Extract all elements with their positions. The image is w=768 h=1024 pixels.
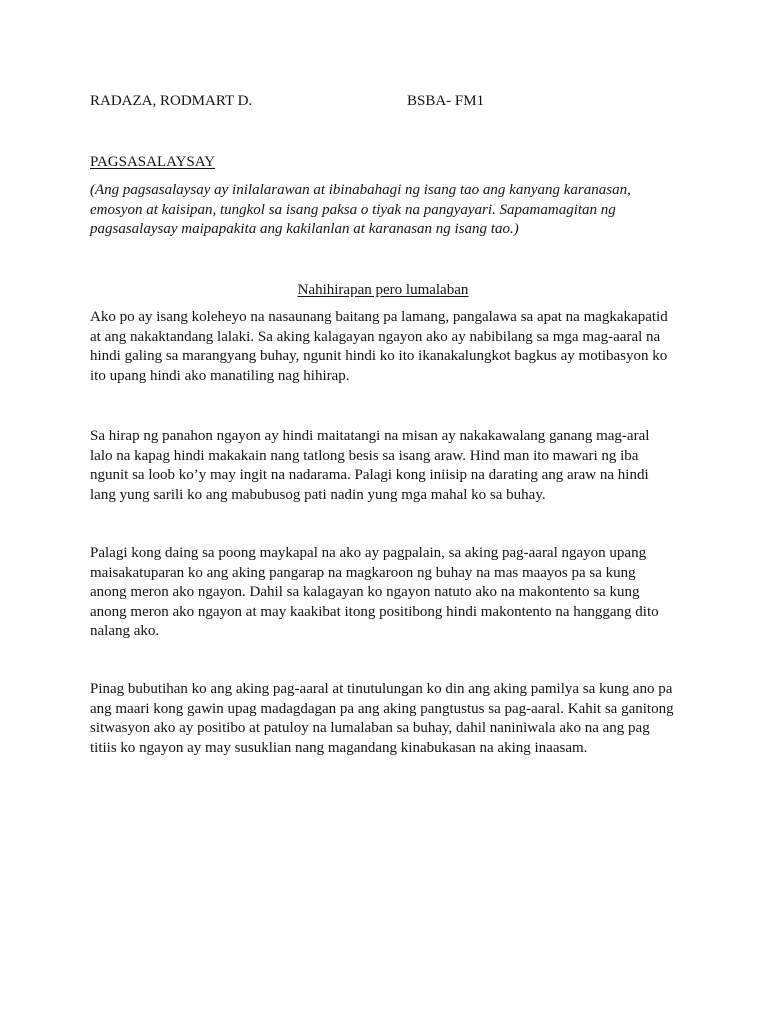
essay-paragraph-2 <box>90 427 690 505</box>
definition-line: pagsasalaysay maipapakita ang kakilanlan at karanasan ng isang tao.) <box>90 221 519 237</box>
paragraph-line: at ang nakaktandang lalaki. Sa aking kalagayan ngayon ako ay nabibilang sa mga mag-aaral na <box>90 328 661 345</box>
paragraph-line: Ako po ay isang koleheyo na nasaunang baitang pa lamang, pangalawa sa apat na magkakapatid <box>90 309 668 325</box>
paragraph-line: hindi galing sa marangyang buhay, ngunit hindi ko ito ikanakalungkot bagkus ay motibasyon ko <box>90 348 668 364</box>
paragraph-line: Sa hirap ng panahon ngayon ay hindi maitatangi na misan ay nakakawalang ganang mag-aral <box>90 428 650 444</box>
paragraph-line: lalo na kapag hindi makakain nang tatlong besis sa isang araw. Hind man ito mawari ng iba <box>90 447 639 464</box>
student-name: RADAZA, RODMART D. <box>90 93 253 109</box>
paragraph-line: anong meron ako ngayon at may kaakibat itong positibong hindi makontento na hanggang dito <box>90 603 659 620</box>
paragraph-line: Palagi kong daing sa poong maykapal na ako ay pagpalain, sa aking pag-aaral ngayon upang <box>90 545 647 561</box>
essay-title <box>0 281 768 300</box>
paragraph-line: titiis ko ngayon ay may susuklian nang magandang kinabukasan na aking inaasam. <box>90 739 588 756</box>
paragraph-line: ngunit sa loob ko’y may ingit na nadarama. Palagi kong iniisip na darating ang araw na hindi <box>90 467 649 483</box>
definition-paragraph <box>90 181 690 240</box>
essay-title-text: Nahihirapan pero lumalaban <box>297 282 469 298</box>
course-section: BSBA- FM1 <box>407 93 485 109</box>
paragraph-line: sitwasyon ako ay positibo at patuloy na lumalaban sa buhay, dahil naniniwala ako na ang pag <box>90 720 650 736</box>
paragraph-line: ang maari kong gawin upag madagdagan pa ang aking pangtustus sa pag-aaral. Kahit sa ganitong <box>90 700 674 717</box>
section-title: PAGSASALAYSAY <box>90 154 216 170</box>
paragraph-line: ito upang hindi ako manatiling nag hihirap. <box>90 367 350 384</box>
paragraph-line: Pinag bubutihan ko ang aking pag-aaral at tinutulungan ko din ang aking pamilya sa kung ano pa <box>90 681 673 697</box>
essay-paragraph-4 <box>90 680 690 758</box>
definition-line: (Ang pagsasalaysay ay inilalarawan at ibinabahagi ng isang tao ang kanyang karanasan, <box>90 182 631 198</box>
paragraph-line: nalang ako. <box>90 623 160 639</box>
definition-line: emosyon at kaisipan, tungkol sa isang paksa o tiyak na pangyayari. Sapamamagitan ng <box>90 201 616 218</box>
essay-paragraph-1 <box>90 308 690 386</box>
paragraph-line: lang yung sarili ko ang mabubusog pati nadin yung mga mahal ko sa buhay. <box>90 486 546 503</box>
essay-paragraph-3 <box>90 544 690 642</box>
paragraph-line: anong meron ako ngayon. Dahil sa kalagayan ko ngayon natuto ako na makontento sa kung <box>90 584 640 600</box>
paragraph-line: maisakatuparan ko ang aking pangarap na magkaroon ng buhay na mas maayos pa sa kung <box>90 564 636 581</box>
